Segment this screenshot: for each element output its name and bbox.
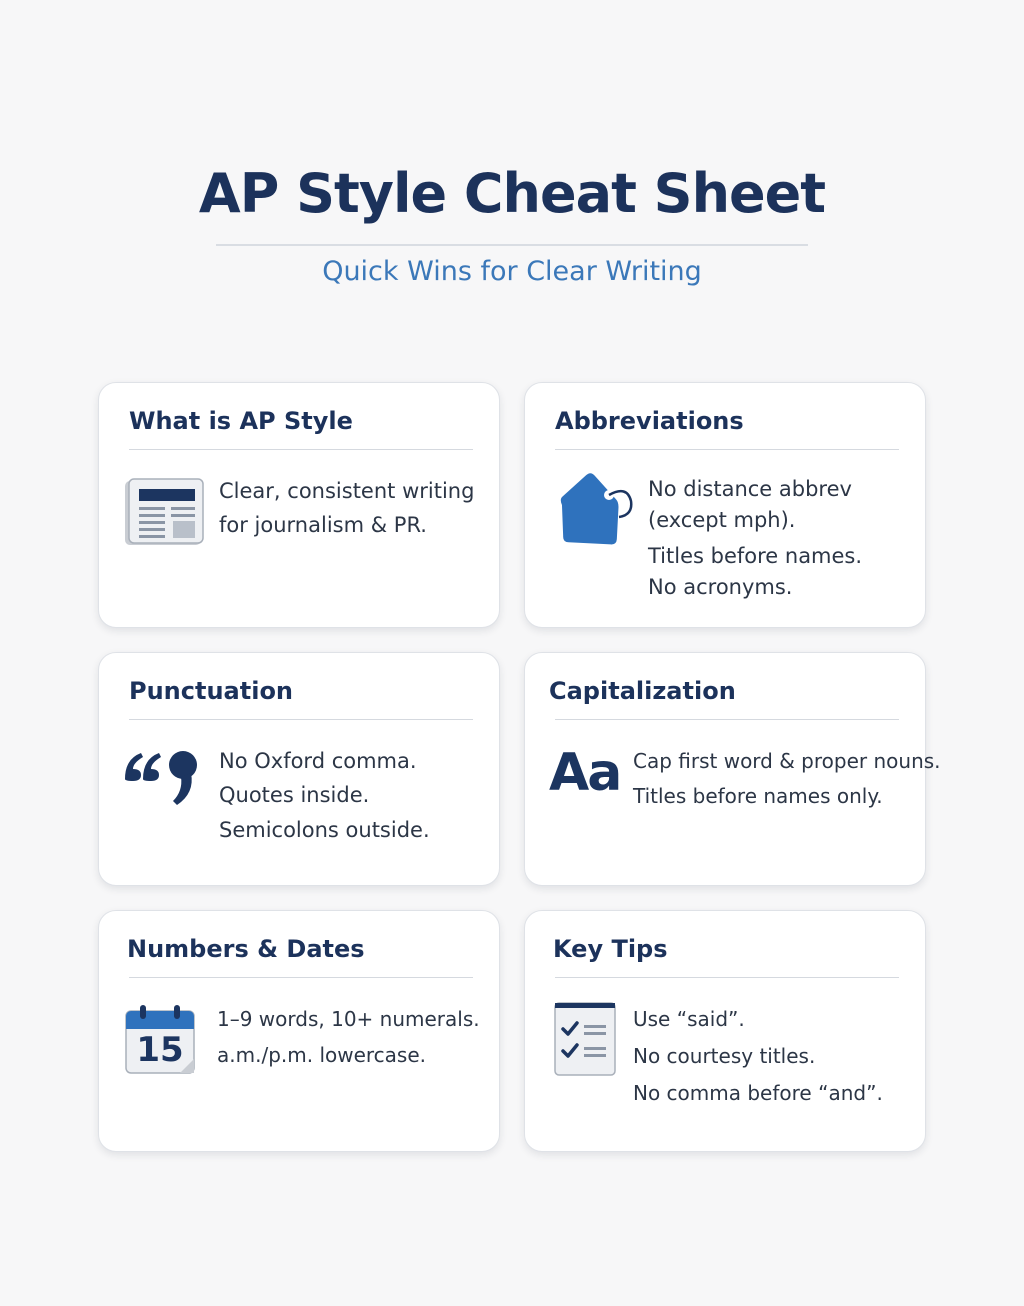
card-divider bbox=[555, 449, 899, 450]
title-divider bbox=[216, 244, 808, 246]
newspaper-icon bbox=[121, 477, 205, 549]
card-line: (except mph). bbox=[648, 508, 796, 532]
card-capitalization bbox=[524, 652, 941, 886]
card-heading: Capitalization bbox=[549, 677, 736, 705]
card-line: No comma before “and”. bbox=[633, 1081, 883, 1105]
checklist-icon bbox=[553, 1001, 617, 1077]
card-divider bbox=[129, 449, 473, 450]
card-numbers-dates bbox=[98, 910, 500, 1152]
card-line: Semicolons outside. bbox=[219, 818, 430, 842]
card-line: Clear, consistent writing bbox=[219, 479, 475, 503]
card-heading: Abbreviations bbox=[555, 407, 744, 435]
card-divider bbox=[555, 977, 899, 978]
card-heading: Punctuation bbox=[129, 677, 294, 705]
page-subtitle: Quick Wins for Clear Writing bbox=[322, 256, 702, 287]
card-punctuation bbox=[98, 652, 500, 886]
card-divider bbox=[129, 977, 473, 978]
card-line: for journalism & PR. bbox=[219, 513, 427, 537]
card-line: No acronyms. bbox=[648, 575, 793, 599]
calendar-date: 15 bbox=[136, 1030, 184, 1070]
card-what-is-ap-style bbox=[98, 382, 500, 628]
card-line: Titles before names only. bbox=[633, 784, 883, 808]
card-line: Quotes inside. bbox=[219, 783, 370, 807]
text-case-icon: Aa bbox=[549, 743, 621, 803]
card-line: a.m./p.m. lowercase. bbox=[217, 1043, 427, 1067]
card-heading: What is AP Style bbox=[129, 407, 353, 435]
card-line: No courtesy titles. bbox=[633, 1044, 816, 1068]
calendar-icon bbox=[124, 1003, 196, 1075]
card-line: Titles before names. bbox=[648, 544, 863, 568]
quote-marks-icon bbox=[121, 749, 205, 809]
card-line: Use “said”. bbox=[633, 1007, 745, 1031]
card-line: Cap first word & proper nouns. bbox=[633, 749, 941, 773]
card-line: No distance abbrev bbox=[648, 477, 852, 501]
card-line: 1–9 words, 10+ numerals. bbox=[217, 1007, 480, 1031]
card-key-tips bbox=[524, 910, 926, 1152]
card-divider bbox=[129, 719, 473, 720]
card-heading: Key Tips bbox=[553, 935, 668, 963]
card-abbreviations bbox=[524, 382, 926, 628]
card-heading: Numbers & Dates bbox=[127, 935, 365, 963]
tag-icon bbox=[547, 471, 637, 551]
card-line: No Oxford comma. bbox=[219, 749, 417, 773]
card-divider bbox=[555, 719, 899, 720]
page-title: AP Style Cheat Sheet bbox=[198, 162, 826, 225]
